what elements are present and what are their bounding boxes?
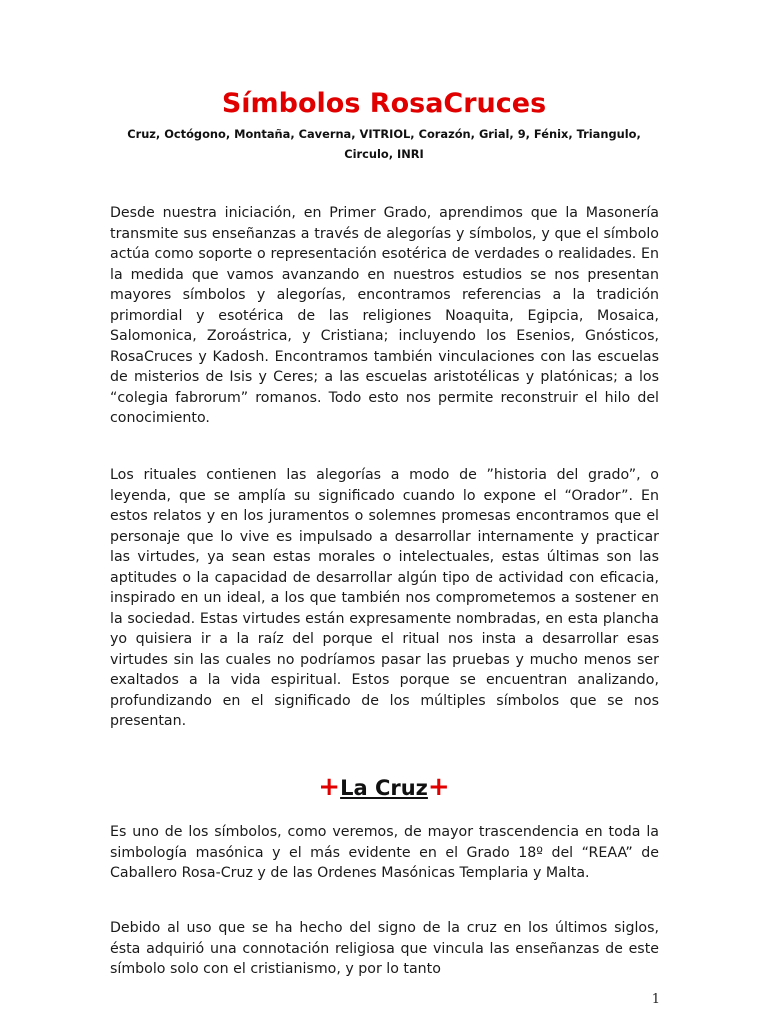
- paragraph-cruz-1: Es uno de los símbolos, como veremos, de mayor trascendencia en toda la simbología masónica y el más evidente en el Grado 18º del “REAA” de Caballero Rosa-Cruz y de las Ordenes Masónicas Templaria y Malta.: [110, 824, 659, 881]
- document-title: Símbolos RosaCruces: [221, 88, 547, 119]
- paragraph-intro: Desde nuestra iniciación, en Primer Grado, aprendimos que la Masonería transmite sus enseñanzas a través de alegorías y símbolos, y que el símbolo actúa como soporte o representación esotérica de verdades o realidades. En la medida que vamos avanzando en nuestros estudios se nos presentan mayores símbolos y alegorías, encontramos referencias a la tradición primordial y esotérica de las religiones Noaquita, Egipcia, Mosaica, Salomonica, Zoroástrica, y Cristiana; incluyendo los Esenios, Gnósticos, RosaCruces y Kadosh. Encontramos también vinculaciones con las escuelas de misterios de Isis y Ceres; a las escuelas aristotélicas y platónicas; a los “colegia fabrorum” romanos. Todo esto nos permite reconstruir el hilo del conocimiento.: [110, 205, 659, 426]
- section-heading-la-cruz: [0, 772, 768, 802]
- paragraph-rituals: Los rituales contienen las alegorías a modo de ”historia del grado”, o leyenda, que se amplía su significado cuando lo expone el “Orador”. En estos relatos y en los juramentos o solemnes promesas encontramos que el personaje que lo vive es impulsado a desarrollar internamente y practicar las virtudes, ya sean estas morales o intelectuales, estas últimas son las aptitudes o la capacidad de desarrollar algún tipo de actividad con eficacia, inspirado en un ideal, a los que también nos comprometemos a sostener en la sociedad. Estas virtudes están expresamente nombradas, en esta plancha yo quisiera ir a la raíz del porque el ritual nos insta a desarrollar esas virtudes sin las cuales no podríamos pasar las pruebas y mucho menos ser exaltados a la vida espiritual. Estos porque se encuentran analizando, profundizando en el significado de los múltiples símbolos que se nos presentan.: [110, 467, 659, 729]
- section-heading-label: La Cruz: [340, 776, 428, 800]
- document-subtitle: Cruz, Octógono, Montaña, Caverna, VITRIOL, Corazón, Grial, 9, Fénix, Triangulo, Circulo, INRI: [127, 127, 641, 161]
- page-number: 1: [651, 992, 660, 1007]
- cross-icon-left: +: [318, 772, 341, 802]
- cross-icon-right: +: [427, 772, 450, 802]
- paragraph-cruz-2: Debido al uso que se ha hecho del signo de la cruz en los últimos siglos, ésta adquirió una connotación religiosa que vincula las enseñanzas de este símbolo solo con el cristianismo, y por lo tanto: [110, 920, 659, 977]
